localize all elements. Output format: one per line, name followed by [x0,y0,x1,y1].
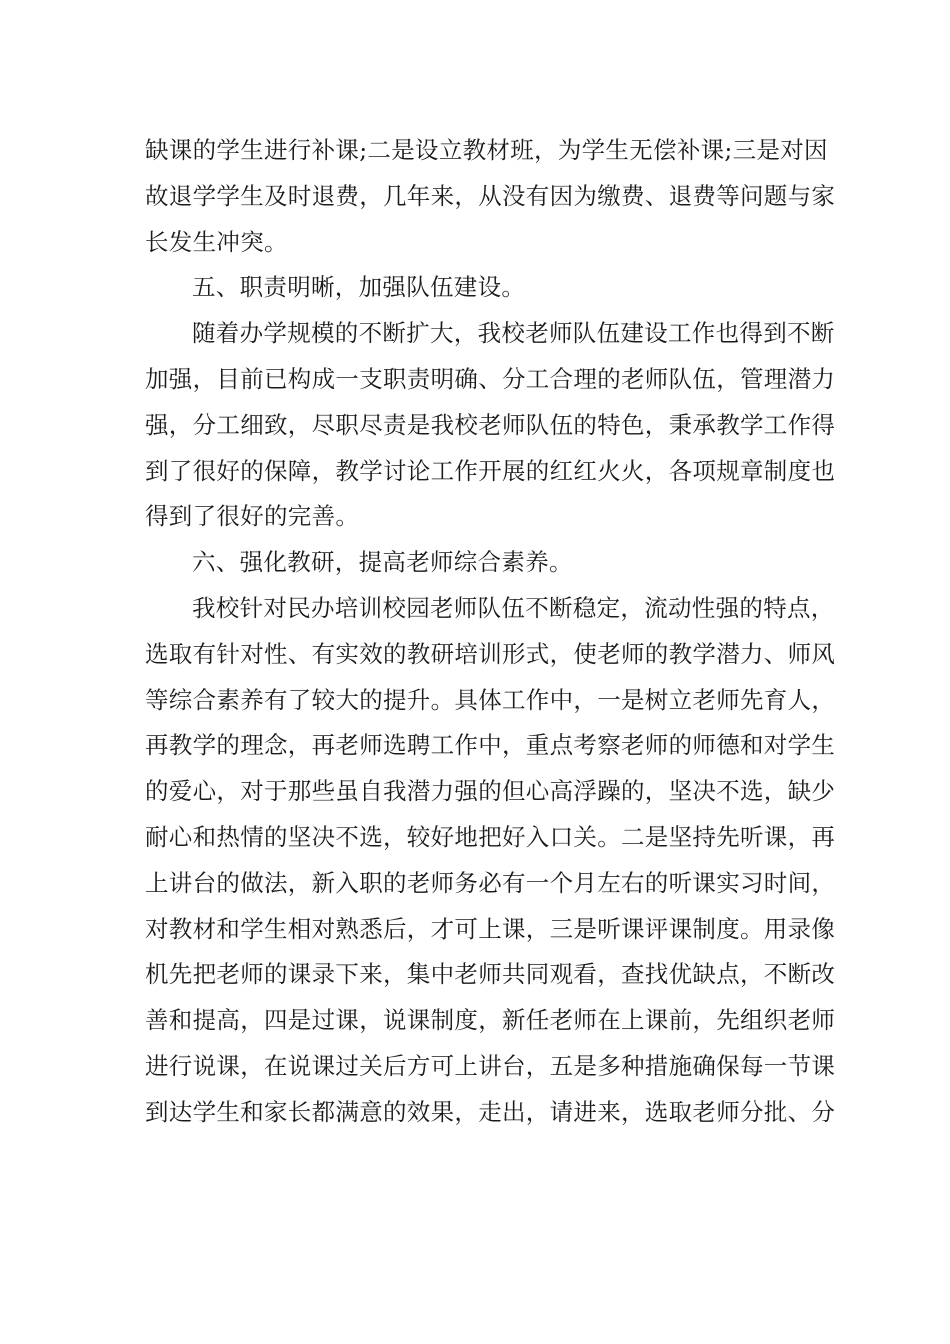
text-line: 等综合素养有了较大的提升。具体工作中，一是树立老师先育人， [145,685,836,714]
text-line: 耐心和热情的坚决不选，较好地把好入口关。二是坚持先听课，再 [145,822,836,851]
text-line: 对教材和学生相对熟悉后，才可上课，三是听课评课制度。用录像 [145,914,836,943]
section-heading: 五、职责明晰，加强队伍建设。 [192,273,526,302]
text-line: 选取有针对性、有实效的教研培训形式，使老师的教学潜力、师风 [145,639,836,668]
text-line: 再教学的理念，再老师选聘工作中，重点考察老师的师德和对学生 [145,731,836,760]
text-line: 善和提高，四是过课，说课制度，新任老师在上课前，先组织老师 [145,1006,836,1035]
text-line: 得到了很好的完善。 [145,502,360,531]
section-heading: 六、强化教研，提高老师综合素养。 [192,548,573,577]
text-line: 机先把老师的课录下来，集中老师共同观看，查找优缺点，不断改 [145,960,836,989]
text-line: 的爱心，对于那些虽自我潜力强的但心高浮躁的，坚决不选，缺少 [145,777,836,806]
text-line: 加强，目前已构成一支职责明确、分工合理的老师队伍，管理潜力 [145,364,836,393]
text-line: 进行说课，在说课过关后方可上讲台，五是多种措施确保每一节课 [145,1051,836,1080]
text-line: 到了很好的保障，教学讨论工作开展的红红火火，各项规章制度也 [145,456,836,485]
text-line: 到达学生和家长都满意的效果，走出，请进来，选取老师分批、分 [145,1097,836,1126]
text-line: 随着办学规模的不断扩大，我校老师队伍建设工作也得到不断 [192,319,835,348]
text-line: 缺课的学生进行补课;二是设立教材班，为学生无偿补课;三是对因 [145,136,828,164]
text-line: 长发生冲突。 [145,227,288,256]
text-line: 上讲台的做法，新入职的老师务必有一个月左右的听课实习时间， [145,868,836,897]
text-line: 强，分工细致，尽职尽责是我校老师队伍的特色，秉承教学工作得 [145,410,836,439]
body-text [145,128,836,1136]
text-line: 我校针对民办培训校园老师队伍不断稳定，流动性强的特点， [192,593,835,622]
text-line: 故退学学生及时退费，几年来，从没有因为缴费、退费等问题与家 [145,181,836,210]
